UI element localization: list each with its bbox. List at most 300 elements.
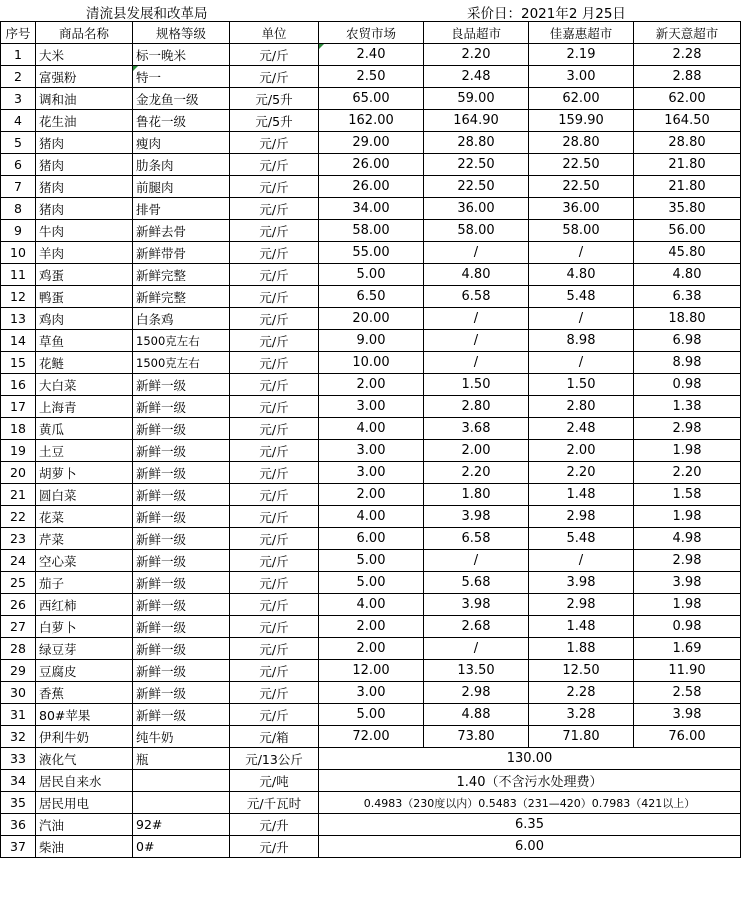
price-farmers-market: 4.00 [319, 594, 424, 616]
product-spec: 肋条肉 [133, 154, 230, 176]
price-unit: 元/斤 [230, 440, 319, 462]
price-unit: 元/斤 [230, 682, 319, 704]
uniform-price: 130.00 [319, 748, 741, 770]
table-row [1, 396, 741, 418]
price-liangpin: 4.88 [424, 704, 529, 726]
table-row [1, 330, 741, 352]
product-name: 花生油 [36, 110, 133, 132]
price-unit: 元/斤 [230, 462, 319, 484]
price-xintianyi: 21.80 [634, 176, 741, 198]
product-spec: 新鲜一级 [133, 440, 230, 462]
price-liangpin: 58.00 [424, 220, 529, 242]
table-row [1, 462, 741, 484]
price-jiajiahui: 36.00 [529, 198, 634, 220]
price-farmers-market: 58.00 [319, 220, 424, 242]
table-row [1, 660, 741, 682]
price-xintianyi: 35.80 [634, 198, 741, 220]
row-number: 5 [1, 132, 36, 154]
price-unit: 元/斤 [230, 418, 319, 440]
price-unit: 元/斤 [230, 396, 319, 418]
price-jiajiahui: 12.50 [529, 660, 634, 682]
price-liangpin: 3.98 [424, 594, 529, 616]
product-spec [133, 792, 230, 814]
product-name: 汽油 [36, 814, 133, 836]
price-jiajiahui: 1.48 [529, 616, 634, 638]
product-spec [133, 770, 230, 792]
price-farmers-market: 2.00 [319, 374, 424, 396]
product-spec: 新鲜一级 [133, 682, 230, 704]
price-farmers-market: 5.00 [319, 572, 424, 594]
price-liangpin: / [424, 308, 529, 330]
table-row [1, 726, 741, 748]
price-unit: 元/斤 [230, 330, 319, 352]
price-farmers-market: 9.00 [319, 330, 424, 352]
table-row [1, 616, 741, 638]
product-name: 黄瓜 [36, 418, 133, 440]
price-farmers-market: 3.00 [319, 682, 424, 704]
price-farmers-market: 3.00 [319, 440, 424, 462]
price-unit: 元/斤 [230, 132, 319, 154]
table-row [1, 638, 741, 660]
price-farmers-market: 3.00 [319, 462, 424, 484]
price-unit: 元/斤 [230, 220, 319, 242]
price-xintianyi: 4.80 [634, 264, 741, 286]
report-header [0, 0, 745, 22]
product-name: 鸡肉 [36, 308, 133, 330]
price-farmers-market: 6.00 [319, 528, 424, 550]
price-farmers-market: 3.00 [319, 396, 424, 418]
price-unit: 元/斤 [230, 66, 319, 88]
product-name: 居民自来水 [36, 770, 133, 792]
price-liangpin: 2.00 [424, 440, 529, 462]
row-number: 8 [1, 198, 36, 220]
row-number: 6 [1, 154, 36, 176]
price-farmers-market: 65.00 [319, 88, 424, 110]
table-row [1, 132, 741, 154]
product-name: 鸡蛋 [36, 264, 133, 286]
product-name: 牛肉 [36, 220, 133, 242]
product-name: 猪肉 [36, 132, 133, 154]
price-unit: 元/箱 [230, 726, 319, 748]
price-farmers-market: 2.00 [319, 484, 424, 506]
product-spec: 新鲜一级 [133, 704, 230, 726]
table-row [1, 550, 741, 572]
price-xintianyi: 3.98 [634, 572, 741, 594]
price-xintianyi: 3.98 [634, 704, 741, 726]
price-jiajiahui: / [529, 308, 634, 330]
product-spec: 新鲜一级 [133, 550, 230, 572]
product-spec: 新鲜完整 [133, 264, 230, 286]
price-jiajiahui: 1.88 [529, 638, 634, 660]
uniform-price: 0.4983（230度以内）0.5483（231—420）0.7983（421以上） [319, 792, 741, 814]
price-farmers-market: 2.00 [319, 616, 424, 638]
price-liangpin: 1.80 [424, 484, 529, 506]
row-number: 22 [1, 506, 36, 528]
product-name: 芹菜 [36, 528, 133, 550]
price-xintianyi: 0.98 [634, 374, 741, 396]
product-spec: 新鲜一级 [133, 396, 230, 418]
price-liangpin: / [424, 550, 529, 572]
price-farmers-market: 72.00 [319, 726, 424, 748]
price-unit: 元/斤 [230, 154, 319, 176]
product-spec: 前腿肉 [133, 176, 230, 198]
table-row [1, 484, 741, 506]
table-row [1, 220, 741, 242]
table-row [1, 286, 741, 308]
column-header: 农贸市场 [319, 22, 424, 44]
price-unit: 元/斤 [230, 550, 319, 572]
price-unit: 元/斤 [230, 242, 319, 264]
table-row [1, 88, 741, 110]
price-liangpin: 164.90 [424, 110, 529, 132]
price-jiajiahui: 159.90 [529, 110, 634, 132]
price-farmers-market: 2.00 [319, 638, 424, 660]
price-farmers-market: 6.50 [319, 286, 424, 308]
price-liangpin: 2.68 [424, 616, 529, 638]
price-jiajiahui: 5.48 [529, 528, 634, 550]
price-xintianyi: 11.90 [634, 660, 741, 682]
row-number: 34 [1, 770, 36, 792]
price-xintianyi: 28.80 [634, 132, 741, 154]
row-number: 20 [1, 462, 36, 484]
product-spec: 新鲜完整 [133, 286, 230, 308]
uniform-price: 6.35 [319, 814, 741, 836]
row-number: 29 [1, 660, 36, 682]
row-number: 25 [1, 572, 36, 594]
price-farmers-market: 2.40 [319, 44, 424, 66]
price-liangpin: / [424, 352, 529, 374]
table-row-merged [1, 748, 741, 770]
product-spec: 瓶 [133, 748, 230, 770]
table-row [1, 242, 741, 264]
row-number: 21 [1, 484, 36, 506]
product-name: 绿豆芽 [36, 638, 133, 660]
price-unit: 元/斤 [230, 352, 319, 374]
row-number: 4 [1, 110, 36, 132]
price-liangpin: 2.20 [424, 462, 529, 484]
price-xintianyi: 62.00 [634, 88, 741, 110]
price-liangpin: / [424, 638, 529, 660]
column-header: 序号 [1, 22, 36, 44]
price-xintianyi: 2.20 [634, 462, 741, 484]
price-liangpin: 2.98 [424, 682, 529, 704]
table-row [1, 418, 741, 440]
price-xintianyi: 18.80 [634, 308, 741, 330]
product-name: 茄子 [36, 572, 133, 594]
column-header: 商品名称 [36, 22, 133, 44]
product-name: 草鱼 [36, 330, 133, 352]
product-spec: 新鲜一级 [133, 418, 230, 440]
price-xintianyi: 1.69 [634, 638, 741, 660]
price-unit: 元/吨 [230, 770, 319, 792]
product-spec: 新鲜一级 [133, 572, 230, 594]
price-farmers-market: 4.00 [319, 506, 424, 528]
product-name: 80#苹果 [36, 704, 133, 726]
price-liangpin: 2.20 [424, 44, 529, 66]
product-spec: 标一晚米 [133, 44, 230, 66]
price-jiajiahui: 1.50 [529, 374, 634, 396]
product-name: 猪肉 [36, 176, 133, 198]
price-liangpin: 5.68 [424, 572, 529, 594]
product-name: 猪肉 [36, 154, 133, 176]
product-spec: 纯牛奶 [133, 726, 230, 748]
price-unit: 元/斤 [230, 264, 319, 286]
row-number: 9 [1, 220, 36, 242]
product-name: 居民用电 [36, 792, 133, 814]
product-name: 大白菜 [36, 374, 133, 396]
price-xintianyi: 6.38 [634, 286, 741, 308]
price-xintianyi: 76.00 [634, 726, 741, 748]
issuing-organization: 清流县发展和改革局 [86, 6, 208, 22]
table-row-merged [1, 836, 741, 858]
price-unit: 元/千瓦时 [230, 792, 319, 814]
price-xintianyi: 2.58 [634, 682, 741, 704]
row-number: 3 [1, 88, 36, 110]
product-name: 鸭蛋 [36, 286, 133, 308]
product-name: 上海青 [36, 396, 133, 418]
price-jiajiahui: 2.19 [529, 44, 634, 66]
product-spec: 新鲜一级 [133, 484, 230, 506]
price-xintianyi: 45.80 [634, 242, 741, 264]
price-jiajiahui: 58.00 [529, 220, 634, 242]
price-xintianyi: 1.98 [634, 440, 741, 462]
price-liangpin: 1.50 [424, 374, 529, 396]
price-farmers-market: 29.00 [319, 132, 424, 154]
price-unit: 元/5升 [230, 88, 319, 110]
price-xintianyi: 4.98 [634, 528, 741, 550]
product-name: 胡萝卜 [36, 462, 133, 484]
row-number: 27 [1, 616, 36, 638]
price-jiajiahui: 2.20 [529, 462, 634, 484]
price-farmers-market: 5.00 [319, 704, 424, 726]
price-jiajiahui: 2.00 [529, 440, 634, 462]
product-spec: 新鲜一级 [133, 506, 230, 528]
table-row [1, 374, 741, 396]
row-number: 16 [1, 374, 36, 396]
row-number: 15 [1, 352, 36, 374]
price-liangpin: 59.00 [424, 88, 529, 110]
price-unit: 元/升 [230, 836, 319, 858]
price-jiajiahui: 28.80 [529, 132, 634, 154]
price-xintianyi: 1.98 [634, 594, 741, 616]
price-farmers-market: 20.00 [319, 308, 424, 330]
price-unit: 元/5升 [230, 110, 319, 132]
row-number: 14 [1, 330, 36, 352]
price-unit: 元/升 [230, 814, 319, 836]
price-unit: 元/斤 [230, 374, 319, 396]
table-row-merged [1, 814, 741, 836]
product-name: 花菜 [36, 506, 133, 528]
price-xintianyi: 2.98 [634, 550, 741, 572]
price-xintianyi: 1.58 [634, 484, 741, 506]
product-spec: 金龙鱼一级 [133, 88, 230, 110]
product-name: 花鲢 [36, 352, 133, 374]
price-liangpin: 2.48 [424, 66, 529, 88]
product-name: 柴油 [36, 836, 133, 858]
price-jiajiahui: 2.98 [529, 594, 634, 616]
price-xintianyi: 2.88 [634, 66, 741, 88]
product-spec: 新鲜一级 [133, 638, 230, 660]
table-header-row [1, 22, 741, 44]
price-liangpin: 22.50 [424, 154, 529, 176]
price-jiajiahui: 22.50 [529, 176, 634, 198]
price-farmers-market: 12.00 [319, 660, 424, 682]
price-liangpin: 2.80 [424, 396, 529, 418]
table-row [1, 440, 741, 462]
price-jiajiahui: 2.28 [529, 682, 634, 704]
price-liangpin: 4.80 [424, 264, 529, 286]
product-spec: 排骨 [133, 198, 230, 220]
product-spec: 白条鸡 [133, 308, 230, 330]
product-name: 富强粉 [36, 66, 133, 88]
column-header: 良品超市 [424, 22, 529, 44]
price-unit: 元/斤 [230, 484, 319, 506]
price-farmers-market: 26.00 [319, 176, 424, 198]
product-spec: 新鲜带骨 [133, 242, 230, 264]
price-unit: 元/斤 [230, 44, 319, 66]
product-spec: 1500克左右 [133, 330, 230, 352]
row-number: 37 [1, 836, 36, 858]
product-name: 土豆 [36, 440, 133, 462]
product-spec: 新鲜去骨 [133, 220, 230, 242]
product-spec: 0# [133, 836, 230, 858]
table-row [1, 528, 741, 550]
price-liangpin: 28.80 [424, 132, 529, 154]
table-row [1, 176, 741, 198]
table-row [1, 682, 741, 704]
price-jiajiahui: 71.80 [529, 726, 634, 748]
price-unit: 元/斤 [230, 506, 319, 528]
price-unit: 元/斤 [230, 704, 319, 726]
product-spec: 1500克左右 [133, 352, 230, 374]
row-number: 12 [1, 286, 36, 308]
price-unit: 元/斤 [230, 572, 319, 594]
price-liangpin: / [424, 242, 529, 264]
price-liangpin: 22.50 [424, 176, 529, 198]
table-row [1, 352, 741, 374]
row-number: 2 [1, 66, 36, 88]
price-farmers-market: 162.00 [319, 110, 424, 132]
row-number: 17 [1, 396, 36, 418]
product-spec: 瘦肉 [133, 132, 230, 154]
product-name: 调和油 [36, 88, 133, 110]
uniform-price: 1.40（不含污水处理费） [319, 770, 741, 792]
row-number: 28 [1, 638, 36, 660]
table-row-merged [1, 792, 741, 814]
price-unit: 元/斤 [230, 176, 319, 198]
column-header: 规格等级 [133, 22, 230, 44]
product-spec: 特一 [133, 66, 230, 88]
product-name: 圆白菜 [36, 484, 133, 506]
product-name: 大米 [36, 44, 133, 66]
row-number: 30 [1, 682, 36, 704]
price-jiajiahui: 8.98 [529, 330, 634, 352]
price-xintianyi: 2.28 [634, 44, 741, 66]
price-xintianyi: 1.38 [634, 396, 741, 418]
price-jiajiahui: 3.28 [529, 704, 634, 726]
product-name: 羊肉 [36, 242, 133, 264]
product-spec: 新鲜一级 [133, 616, 230, 638]
price-farmers-market: 5.00 [319, 550, 424, 572]
row-number: 26 [1, 594, 36, 616]
row-number: 31 [1, 704, 36, 726]
price-farmers-market: 10.00 [319, 352, 424, 374]
table-row [1, 44, 741, 66]
row-number: 35 [1, 792, 36, 814]
row-number: 23 [1, 528, 36, 550]
row-number: 1 [1, 44, 36, 66]
price-jiajiahui: 2.98 [529, 506, 634, 528]
price-unit: 元/斤 [230, 286, 319, 308]
product-spec: 新鲜一级 [133, 462, 230, 484]
price-jiajiahui: / [529, 242, 634, 264]
product-spec: 鲁花一级 [133, 110, 230, 132]
column-header: 佳嘉惠超市 [529, 22, 634, 44]
price-farmers-market: 26.00 [319, 154, 424, 176]
row-number: 13 [1, 308, 36, 330]
product-name: 液化气 [36, 748, 133, 770]
table-row [1, 198, 741, 220]
table-row [1, 572, 741, 594]
price-jiajiahui: 1.48 [529, 484, 634, 506]
price-xintianyi: 1.98 [634, 506, 741, 528]
table-row [1, 506, 741, 528]
price-farmers-market: 4.00 [319, 418, 424, 440]
price-xintianyi: 0.98 [634, 616, 741, 638]
price-table [0, 21, 741, 858]
product-spec: 新鲜一级 [133, 374, 230, 396]
price-liangpin: 73.80 [424, 726, 529, 748]
row-number: 18 [1, 418, 36, 440]
price-unit: 元/斤 [230, 528, 319, 550]
table-row [1, 594, 741, 616]
product-name: 西红柿 [36, 594, 133, 616]
price-farmers-market: 55.00 [319, 242, 424, 264]
row-number: 36 [1, 814, 36, 836]
price-unit: 元/斤 [230, 594, 319, 616]
table-row [1, 704, 741, 726]
price-xintianyi: 56.00 [634, 220, 741, 242]
price-liangpin: 13.50 [424, 660, 529, 682]
table-row [1, 154, 741, 176]
price-jiajiahui: 3.00 [529, 66, 634, 88]
row-number: 10 [1, 242, 36, 264]
row-number: 32 [1, 726, 36, 748]
price-xintianyi: 164.50 [634, 110, 741, 132]
product-name: 香蕉 [36, 682, 133, 704]
product-spec: 新鲜一级 [133, 594, 230, 616]
price-farmers-market: 5.00 [319, 264, 424, 286]
table-row [1, 264, 741, 286]
price-jiajiahui: 2.80 [529, 396, 634, 418]
price-unit: 元/斤 [230, 616, 319, 638]
price-liangpin: 3.68 [424, 418, 529, 440]
row-number: 19 [1, 440, 36, 462]
product-spec: 新鲜一级 [133, 528, 230, 550]
price-liangpin: / [424, 330, 529, 352]
price-jiajiahui: / [529, 352, 634, 374]
table-row [1, 308, 741, 330]
price-liangpin: 6.58 [424, 528, 529, 550]
product-name: 伊利牛奶 [36, 726, 133, 748]
price-xintianyi: 8.98 [634, 352, 741, 374]
row-number: 24 [1, 550, 36, 572]
product-name: 豆腐皮 [36, 660, 133, 682]
price-xintianyi: 21.80 [634, 154, 741, 176]
price-unit: 元/13公斤 [230, 748, 319, 770]
price-xintianyi: 6.98 [634, 330, 741, 352]
product-spec: 新鲜一级 [133, 660, 230, 682]
